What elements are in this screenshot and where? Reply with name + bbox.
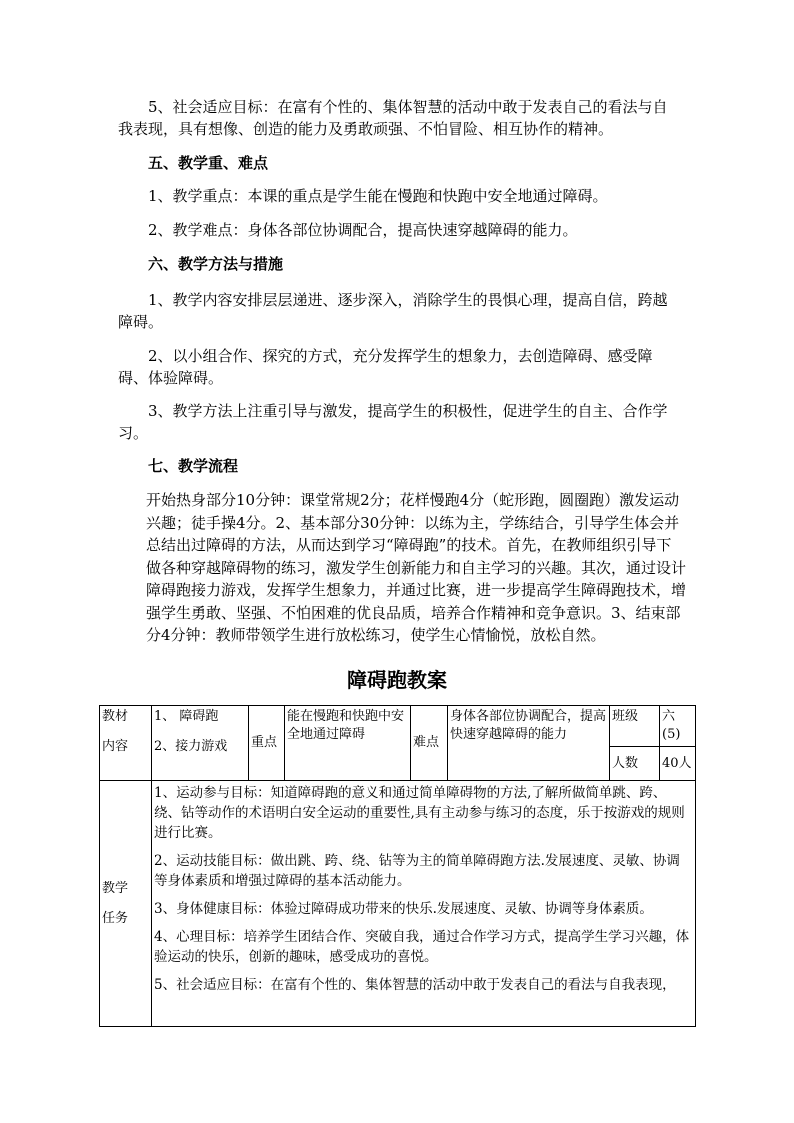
content-label-1: 教材 bbox=[102, 709, 129, 724]
section5-heading: 五、教学重、难点 bbox=[148, 154, 269, 172]
method3-paragraph: 3、教学方法上注重引导与激发，提高学生的积极性，促进学生的自主、合作学习。 bbox=[118, 402, 668, 442]
lesson-plan-title: 障碍跑教案 bbox=[347, 668, 447, 692]
count-label-cell: 人数 bbox=[610, 747, 660, 781]
section7-heading: 七、教学流程 bbox=[148, 457, 239, 475]
task-item: 2、运动技能目标：做出跳、跨、绕、钻等为主的简单障碍跑方法.发展速度、灵敏、协调等身体素质和增强过障碍的基本活动能力。 bbox=[154, 853, 680, 889]
difficult-label-cell: 难点 bbox=[411, 706, 448, 781]
content-label-cell bbox=[100, 706, 152, 781]
task-item: 4、心理目标：培养学生团结合作、突破自我，通过合作学习方式，提高学生学习兴趣，体验运动的快乐，创新的趣味，感受成功的喜悦。 bbox=[154, 929, 690, 965]
key-text-cell: 能在慢跑和快跑中安全地通过障碍 bbox=[285, 706, 411, 781]
content-item-1: 1、 障碍跑 bbox=[154, 709, 219, 724]
section6-heading: 六、教学方法与措施 bbox=[148, 255, 284, 273]
difficult-point-paragraph: 2、教学难点：身体各部位协调配合，提高快速穿越障碍的能力。 bbox=[148, 221, 578, 239]
class-label-cell: 班级 bbox=[610, 706, 660, 747]
key-label-cell: 重点 bbox=[249, 706, 285, 781]
method1-paragraph: 1、教学内容安排层层递进、逐步深入，消除学生的畏惧心理，提高自信，跨越障碍。 bbox=[118, 291, 668, 331]
method2-paragraph: 2、以小组合作、探究的方式，充分发挥学生的想象力，去创造障碍、感受障碍、体验障碍。 bbox=[118, 347, 653, 387]
tasks-label-2: 任务 bbox=[102, 910, 129, 926]
content-items-cell bbox=[152, 706, 249, 781]
content-label-2: 内容 bbox=[102, 739, 129, 754]
goal5-paragraph: 5、社会适应目标：在富有个性的、集体智慧的活动中敢于发表自己的看法与自我表现，具有想像、创造的能力及勇敢顽强、不怕冒险、相互协作的精神。 bbox=[118, 98, 668, 138]
tasks-content-cell bbox=[152, 781, 696, 1027]
content-item-2: 2、接力游戏 bbox=[154, 739, 228, 754]
class-value-cell: 六(5) bbox=[660, 706, 696, 747]
key-point-paragraph: 1、教学重点：本课的重点是学生能在慢跑和快跑中安全地通过障碍。 bbox=[148, 187, 608, 205]
task-item: 5、社会适应目标：在富有个性的、集体智慧的活动中敢于发表自己的看法与自我表现， bbox=[154, 977, 676, 993]
task-item: 1、运动参与目标：知道障碍跑的意义和通过简单障碍物的方法,了解所做简单跳、跨、绕、钻等动作的术语明白安全运动的重要性,具有主动参与练习的态度，乐于按游戏的规则进行比赛。 bbox=[154, 785, 685, 841]
flow-paragraph: 开始热身部分10分钟：课堂常规2分；花样慢跑4分（蛇形跑，圆圈跑）激发运动兴趣；徒手操4分。2、基本部分30分钟：以练为主，学练结合，引导学生体会并总结出过障碍的方法，从而达到学习“障碍跑”的技术。首先，在教师组织引导下做各种穿越障碍物的练习，激发学生创新能力和自主学习的兴趣。其次，通过设计障碍跑接力游戏，发挥学生想象力，并通过比赛，进一步提高学生障碍跑技术，增强学生勇敢、坚强、不怕困难的优良品质，培养合作精神和竞争意识。3、结束部分4分钟：教师带领学生进行放松练习，使学生心情愉悦，放松自然。 bbox=[146, 491, 687, 644]
task-item: 3、身体健康目标：体验过障碍成功带来的快乐.发展速度、灵敏、协调等身体素质。 bbox=[154, 901, 653, 917]
tasks-label-1: 教学 bbox=[102, 880, 129, 896]
difficult-text-cell: 身体各部位协调配合，提高快速穿越障碍的能力 bbox=[448, 706, 610, 781]
tasks-label-cell bbox=[100, 781, 152, 1027]
count-value-cell: 40人 bbox=[660, 747, 696, 781]
lesson-plan-table bbox=[99, 705, 696, 1027]
